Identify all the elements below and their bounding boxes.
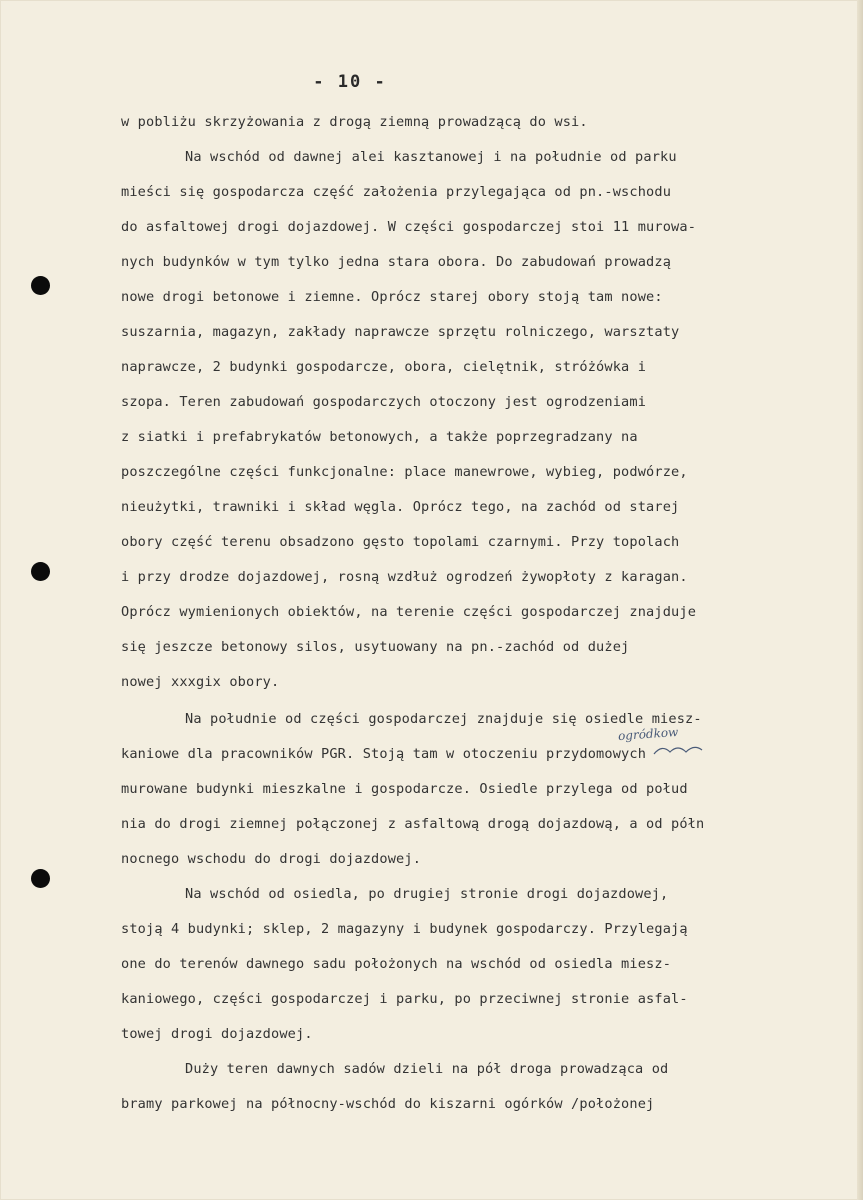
handwritten-insertion: ogródkow: [617, 724, 679, 744]
text-line: nowej xxxgix obory.: [121, 674, 280, 690]
text-line: kaniowe dla pracowników PGR. Stoją tam w otoczeniu przydomowych: [121, 746, 647, 762]
text-line: do asfaltowej drogi dojazdowej. W części gospodarczej stoi 11 murowa-: [121, 219, 697, 235]
text-line: kaniowego, części gospodarczej i parku, po przeciwnej stronie asfal-: [121, 991, 688, 1007]
punch-hole: [31, 869, 50, 888]
text-line: mieści się gospodarcza część założenia przylegająca od pn.-wschodu: [121, 184, 672, 200]
text-line: one do terenów dawnego sadu położonych na wschód od osiedla miesz-: [121, 956, 672, 972]
text-line: obory część terenu obsadzono gęsto topolami czarnymi. Przy topolach: [121, 534, 680, 550]
text-line: poszczególne części funkcjonalne: place manewrowe, wybieg, podwórze,: [121, 464, 688, 480]
page-number: - 10 -: [313, 72, 387, 92]
text-line: w pobliżu skrzyżowania z drogą ziemną prowadzącą do wsi.: [121, 114, 588, 130]
text-line: Oprócz wymienionych obiektów, na terenie części gospodarczej znajduje: [121, 604, 697, 620]
text-line: Na wschód od osiedla, po drugiej stronie drogi dojazdowej,: [185, 886, 669, 902]
text-line: murowane budynki mieszkalne i gospodarcze. Osiedle przylega od połud: [121, 781, 688, 797]
text-line: nych budynków w tym tylko jedna stara obora. Do zabudowań prowadzą: [121, 254, 672, 270]
punch-hole: [31, 276, 50, 295]
text-line: nowe drogi betonowe i ziemne. Oprócz starej obory stoją tam nowe:: [121, 289, 663, 305]
punch-hole: [31, 562, 50, 581]
text-line: towej drogi dojazdowej.: [121, 1026, 313, 1042]
insertion-caret-icon: [652, 740, 704, 756]
text-line: nieużytki, trawniki i skład węgla. Oprócz tego, na zachód od starej: [121, 499, 680, 515]
text-line: Duży teren dawnych sadów dzieli na pół droga prowadząca od: [185, 1061, 669, 1077]
text-line: naprawcze, 2 budynki gospodarcze, obora, cielętnik, stróżówka i: [121, 359, 647, 375]
text-line: z siatki i prefabrykatów betonowych, a także poprzegradzany na: [121, 429, 638, 445]
text-line: stoją 4 budynki; sklep, 2 magazyny i budynek gospodarczy. Przylegają: [121, 921, 688, 937]
text-line: nocnego wschodu do drogi dojazdowej.: [121, 851, 422, 867]
text-line: Na południe od części gospodarczej znajduje się osiedle miesz-: [185, 711, 702, 727]
text-line: nia do drogi ziemnej połączonej z asfaltową drogą dojazdową, a od półn: [121, 816, 705, 832]
text-line: i przy drodze dojazdowej, rosną wzdłuż ogrodzeń żywopłoty z karagan.: [121, 569, 688, 585]
text-line: Na wschód od dawnej alei kasztanowej i na południe od parku: [185, 149, 677, 165]
text-line: suszarnia, magazyn, zakłady naprawcze sprzętu rolniczego, warsztaty: [121, 324, 680, 340]
page-edge: [857, 0, 863, 1200]
text-line: szopa. Teren zabudowań gospodarczych otoczony jest ogrodzeniami: [121, 394, 647, 410]
text-line: się jeszcze betonowy silos, usytuowany na pn.-zachód od dużej: [121, 639, 630, 655]
text-line: bramy parkowej na północny-wschód do kiszarni ogórków /położonej: [121, 1096, 655, 1112]
